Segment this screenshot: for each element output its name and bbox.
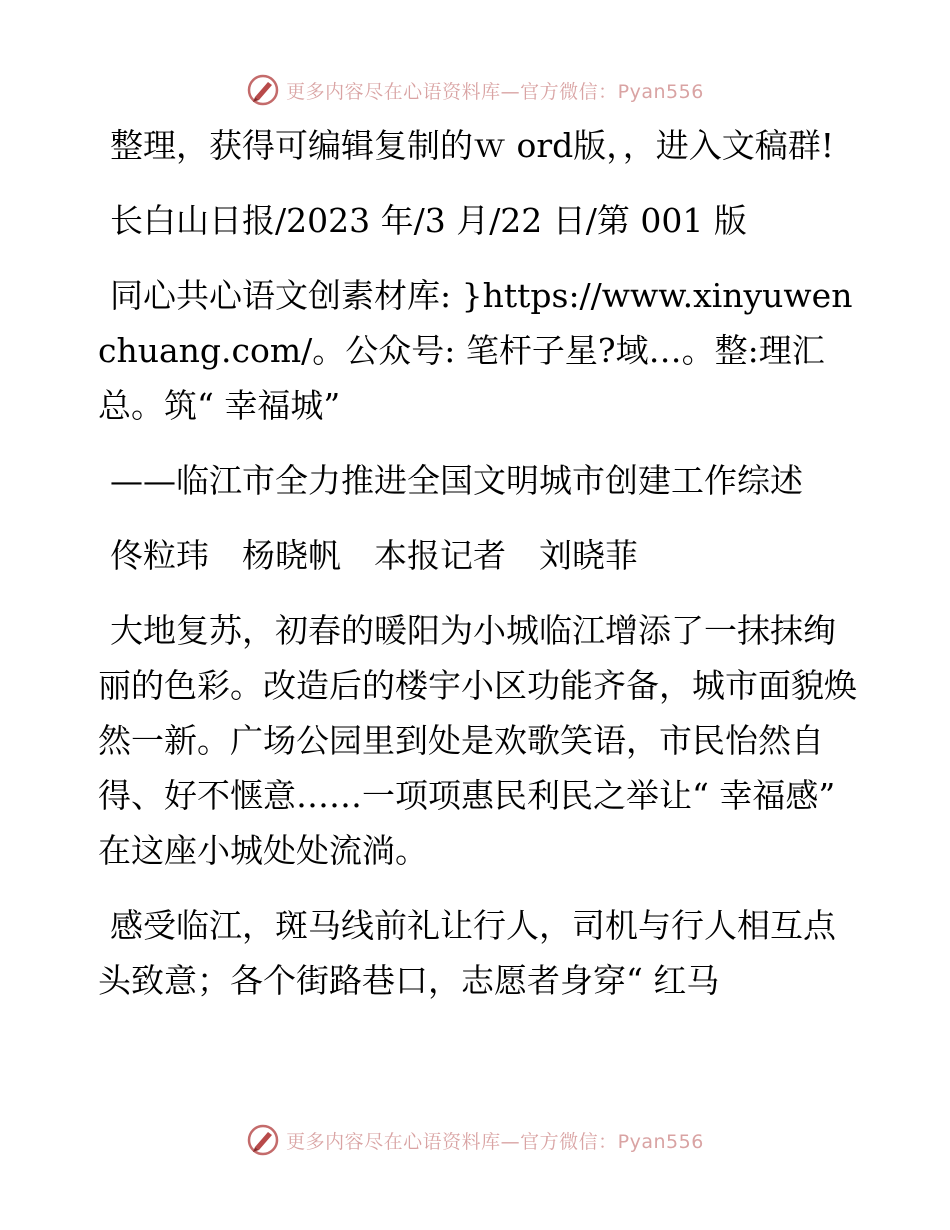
intro-note: 整理，获得可编辑复制的ｗ ord版，，进入文稿群! [110,126,835,165]
article-subtitle: ——临江市全力推进全国文明城市创建工作综述 [110,461,803,500]
document-body [98,118,858,1028]
article-authors: 佟粒玮 杨晓帆 本报记者 刘晓菲 [110,536,638,575]
source-and-title: 同心共心语文创素材库: }https://www.xinyuwenchuang.com/。公众号: 笔杆子星?域…。整:理汇总。筑“ 幸福城” [98,276,853,425]
pen-logo-icon [246,1123,280,1157]
body-paragraph: 感受临江，斑马线前礼让行人，司机与行人相互点头致意；各个街路巷口，志愿者身穿“ 红马 [98,906,836,1000]
header-watermark [0,70,950,110]
body-paragraph: 大地复苏，初春的暖阳为小城临江增添了一抹抹绚丽的色彩。改造后的楼宇小区功能齐备，城市面貌焕然一新。广场公园里到处是欢歌笑语，市民怡然自得、好不惬意……一项项惠民利民之举让“ 幸福感” 在这座小城处处流淌。 [98,611,857,870]
footer-watermark [0,1120,950,1160]
watermark-text: 更多内容尽在心语资料库—官方微信：Pyan556 [286,1130,704,1153]
newspaper-source: 长白山日报/2023 年/3 月/22 日/第 001 版 [110,201,747,240]
pen-logo-icon [246,73,280,107]
watermark-text: 更多内容尽在心语资料库—官方微信：Pyan556 [286,80,704,103]
